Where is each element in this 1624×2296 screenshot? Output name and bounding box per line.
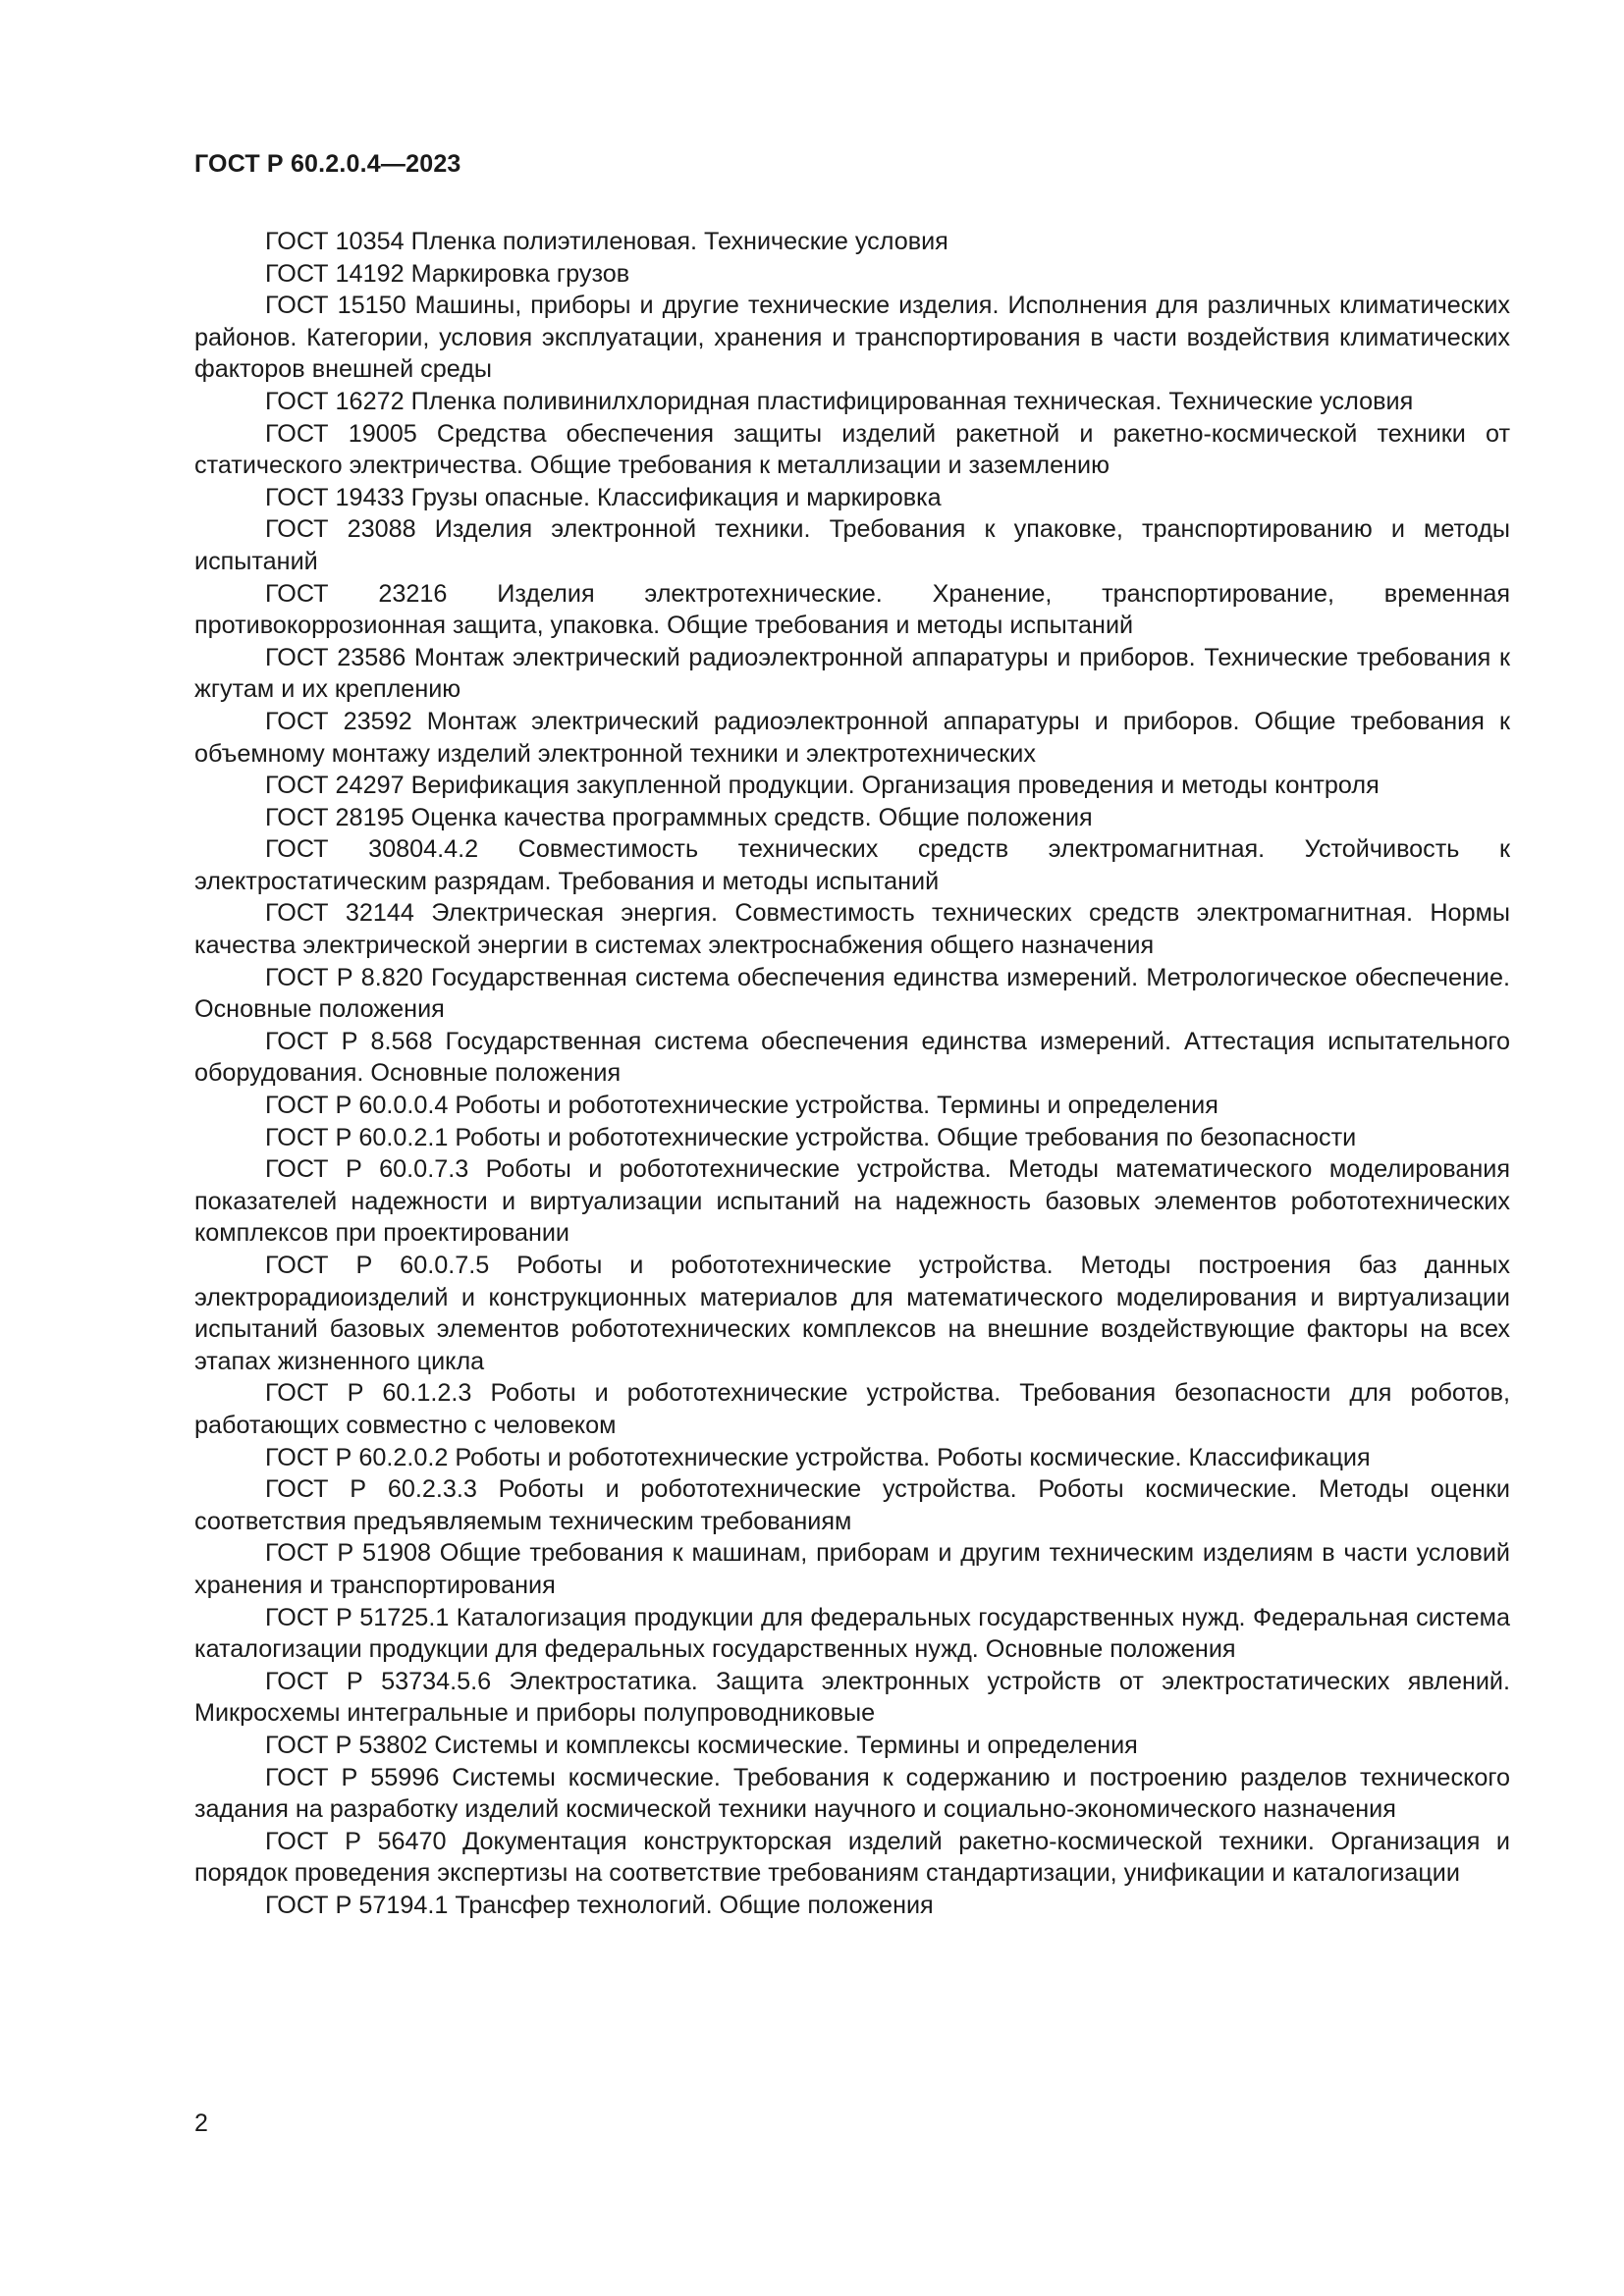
reference-item: ГОСТ Р 51908 Общие требования к машинам, приборам и другим техническим изделиям в части условий хранения и транспортирования — [194, 1539, 1510, 1599]
reference-item: ГОСТ Р 60.2.0.2 Роботы и робототехнические устройства. Роботы космические. Классификация — [265, 1443, 1371, 1471]
reference-item: ГОСТ Р 53734.5.6 Электростатика. Защита электронных устройств от электростатических явлений. Микросхемы интегральные и приборы полупроводниковые — [194, 1667, 1510, 1728]
reference-item: ГОСТ Р 51725.1 Каталогизация продукции для федеральных государственных нужд. Федеральная система каталогизации продукции для федеральных государственных нужд. Основные положения — [194, 1603, 1510, 1664]
reference-item: ГОСТ 28195 Оценка качества программных средств. Общие положения — [265, 803, 1093, 831]
reference-item: ГОСТ 16272 Пленка поливинилхлоридная пластифицированная техническая. Технические условия — [265, 387, 1414, 415]
reference-item: ГОСТ 23088 Изделия электронной техники. Требования к упаковке, транспортированию и методы испытаний — [194, 515, 1510, 575]
reference-item: ГОСТ 32144 Электрическая энергия. Совместимость технических средств электромагнитная. Нормы качества электрической энергии в системах электроснабжения общего назначения — [194, 899, 1510, 960]
reference-item: ГОСТ Р 60.0.7.5 Роботы и робототехнические устройства. Методы построения баз данных электрорадиоизделий и конструкционных материалов для математического моделирования и виртуализации испытаний базовых элементов робототехнических комплексов на внешние воздействующие факторы на всех этапах жизненного цикла — [194, 1252, 1510, 1375]
reference-item: ГОСТ 10354 Пленка полиэтиленовая. Технические условия — [265, 228, 948, 255]
reference-item: ГОСТ Р 60.0.0.4 Роботы и робототехнические устройства. Термины и определения — [265, 1092, 1218, 1120]
reference-item: ГОСТ Р 53802 Системы и комплексы космические. Термины и определения — [265, 1731, 1138, 1759]
reference-item: ГОСТ Р 57194.1 Трансфер технологий. Общие положения — [265, 1891, 934, 1919]
reference-item: ГОСТ 23592 Монтаж электрический радиоэлектронной аппаратуры и приборов. Общие требования к объемному монтажу изделий электронной техники и электротехнических — [194, 707, 1510, 768]
reference-item: ГОСТ 23216 Изделия электротехнические. Хранение, транспортирование, временная противокоррозионная защита, упаковка. Общие требования и методы испытаний — [194, 579, 1510, 640]
reference-item: ГОСТ Р 60.1.2.3 Роботы и робототехнические устройства. Требования безопасности для роботов, работающих совместно с человеком — [194, 1379, 1510, 1439]
reference-item: ГОСТ Р 56470 Документация конструкторская изделий ракетно-космической техники. Организация и порядок проведения экспертизы на соответствие требованиям стандартизации, унификации и каталогизации — [194, 1827, 1510, 1888]
reference-item: ГОСТ 24297 Верификация закупленной продукции. Организация проведения и методы контроля — [265, 772, 1380, 800]
reference-item: ГОСТ Р 8.568 Государственная система обеспечения единства измерений. Аттестация испытательного оборудования. Основные положения — [194, 1027, 1510, 1088]
reference-item: ГОСТ Р 55996 Системы космические. Требования к содержанию и построению разделов технического задания на разработку изделий космической техники научного и социально-экономического назначения — [194, 1763, 1510, 1824]
normative-references-list — [194, 226, 1510, 1921]
reference-item: ГОСТ 19005 Средства обеспечения защиты изделий ракетной и ракетно-космической техники от статического электричества. Общие требования к металлизации и заземлению — [194, 419, 1510, 480]
reference-item: ГОСТ Р 60.2.3.3 Роботы и робототехнические устройства. Роботы космические. Методы оценки соответствия предъявляемым техническим требованиям — [194, 1475, 1510, 1535]
reference-item: ГОСТ 30804.4.2 Совместимость технических средств электромагнитная. Устойчивость к электростатическим разрядам. Требования и методы испытаний — [194, 835, 1510, 895]
reference-item: ГОСТ 23586 Монтаж электрический радиоэлектронной аппаратуры и приборов. Технические требования к жгутам и их креплению — [194, 643, 1510, 704]
reference-item: ГОСТ Р 60.0.2.1 Роботы и робототехнические устройства. Общие требования по безопасности — [265, 1123, 1357, 1151]
reference-item: ГОСТ Р 60.0.7.3 Роботы и робототехнические устройства. Методы математического моделирования показателей надежности и виртуализации испытаний на надежность базовых элементов робототехнических комплексов при проектировании — [194, 1155, 1510, 1248]
reference-item: ГОСТ 19433 Грузы опасные. Классификация и маркировка — [265, 483, 942, 511]
page-number: 2 — [194, 2109, 208, 2137]
reference-item: ГОСТ 14192 Маркировка грузов — [265, 259, 630, 288]
document-code: ГОСТ Р 60.2.0.4—2023 — [194, 150, 461, 178]
reference-item: ГОСТ Р 8.820 Государственная система обеспечения единства измерений. Метрологическое обеспечение. Основные положения — [194, 963, 1510, 1024]
reference-item: ГОСТ 15150 Машины, приборы и другие технические изделия. Исполнения для различных климатических районов. Категории, условия эксплуатации, хранения и транспортирования в части воздействия климатических факторов внешней среды — [194, 292, 1510, 384]
